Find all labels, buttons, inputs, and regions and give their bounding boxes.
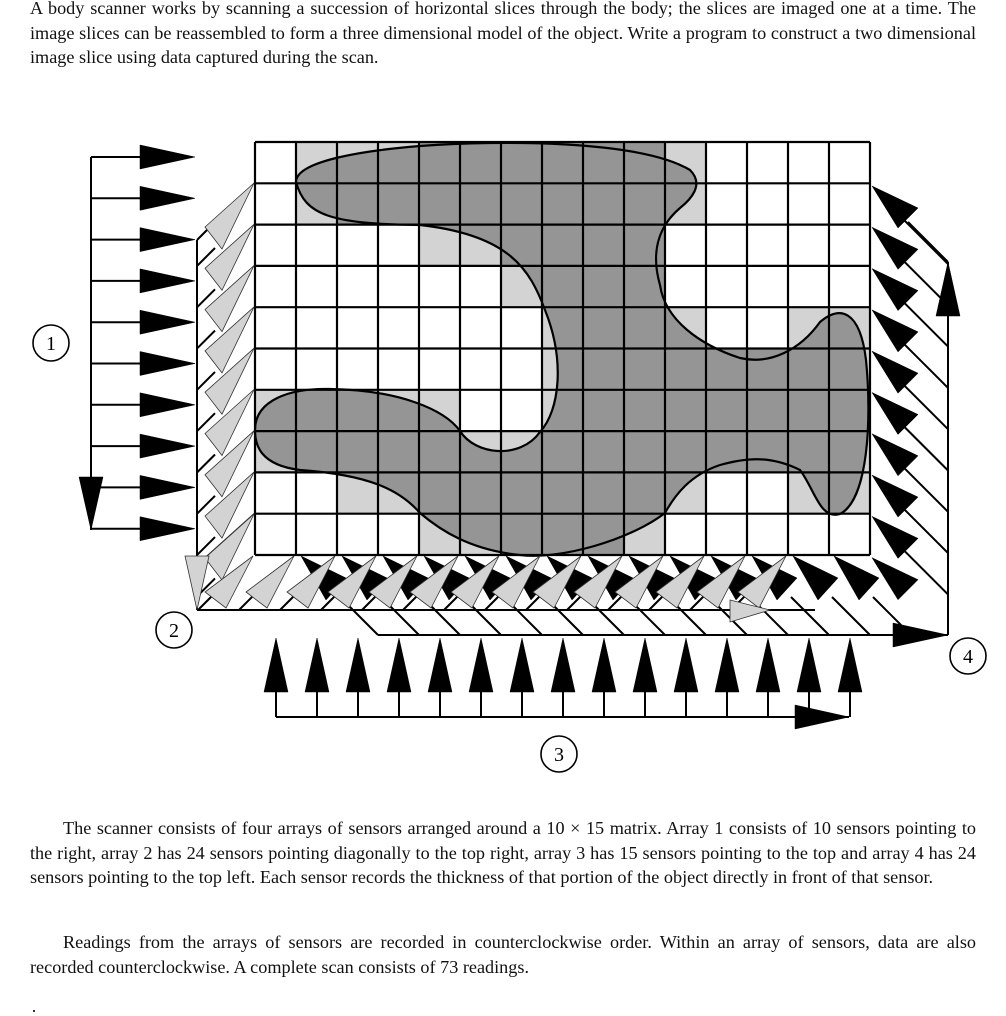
array-1-order-arrow-icon — [79, 477, 103, 530]
matrix-cell — [665, 266, 706, 307]
matrix-cell — [255, 514, 296, 555]
matrix-cell — [337, 225, 378, 266]
intro-paragraph: A body scanner works by scanning a succession of horizontal slices through the body; the slices are imaged one at a time. The image slices can be reassembled to form a three dimensional model of the object. Write a program to construct a two dimensional image slice using data captured during the scan. — [30, 0, 976, 67]
matrix-cell — [460, 390, 501, 431]
matrix-cell — [747, 472, 788, 513]
matrix-cell — [788, 225, 829, 266]
matrix-cell — [747, 225, 788, 266]
sensor-array-1 — [79, 145, 195, 541]
matrix-cell — [296, 514, 337, 555]
sensor-arrow-right-icon — [140, 517, 195, 541]
sensor-arrow-up-icon — [305, 638, 329, 692]
svg-text:3: 3 — [554, 744, 564, 766]
matrix-cell — [378, 349, 419, 390]
matrix-cell — [788, 266, 829, 307]
matrix-cell — [706, 472, 747, 513]
sensor-arrow-up-icon — [838, 638, 862, 692]
matrix-cell — [419, 307, 460, 348]
matrix-cell — [829, 514, 870, 555]
matrix-cell — [501, 390, 542, 431]
matrix-cell — [747, 183, 788, 224]
sensor-arrow-top-left-icon — [872, 310, 918, 352]
matrix-cell — [378, 514, 419, 555]
readings-paragraph: Readings from the arrays of sensors are recorded in counterclockwise order. Within an array of sensors, data are also recorded counterclockwise. A complete scan consists of 73 readings. — [30, 932, 976, 977]
matrix-cell — [255, 349, 296, 390]
sensor-arrow-up-icon — [346, 638, 370, 692]
svg-text:4: 4 — [963, 646, 973, 668]
matrix-cell — [337, 514, 378, 555]
matrix-cell — [665, 225, 706, 266]
sensor-arrow-up-icon — [551, 638, 575, 692]
matrix-cell — [378, 307, 419, 348]
matrix-cell — [706, 307, 747, 348]
sensor-arrow-right-icon — [140, 475, 195, 499]
matrix-cell — [706, 142, 747, 183]
sensor-arrow-up-icon — [633, 638, 657, 692]
sensor-arrow-top-left-icon — [872, 558, 918, 600]
matrix-cell — [255, 225, 296, 266]
sensor-arrow-up-icon — [428, 638, 452, 692]
array-3-label — [541, 736, 577, 772]
svg-text:1: 1 — [46, 333, 56, 355]
sensor-arrow-right-icon — [140, 434, 195, 458]
matrix-cell — [747, 266, 788, 307]
matrix-cell — [419, 266, 460, 307]
sensor-arrow-top-left-icon — [872, 434, 918, 476]
sensor-arrow-up-icon — [715, 638, 739, 692]
array-4-order-arrow-icon — [936, 262, 960, 316]
sensor-arrow-top-left-icon — [834, 556, 879, 600]
sensor-arrow-right-icon — [140, 269, 195, 293]
matrix-cell — [501, 307, 542, 348]
matrix-cell — [665, 514, 706, 555]
sensor-arrow-top-left-icon — [872, 351, 918, 393]
matrix-cell — [296, 225, 337, 266]
matrix-cell — [255, 142, 296, 183]
sensor-arrow-top-left-icon — [872, 269, 918, 311]
sensor-arrow-right-icon — [140, 352, 195, 376]
matrix-cell — [706, 514, 747, 555]
matrix-cell — [378, 266, 419, 307]
matrix-cell — [788, 183, 829, 224]
array-4-order-arrow-icon — [893, 623, 948, 647]
matrix-cell — [706, 183, 747, 224]
matrix-cell — [337, 266, 378, 307]
matrix-cell — [829, 225, 870, 266]
matrix-cell — [829, 183, 870, 224]
matrix-cell — [829, 266, 870, 307]
sensor-arrow-top-left-icon — [793, 556, 838, 600]
matrix-cell — [337, 307, 378, 348]
arrays-description-paragraph: The scanner consists of four arrays of sensors arranged around a 10 × 15 matrix. Array 1 consists of 10 sensors pointing to the right, array 2 has 24 sensors pointing diagonally to the top right, array 3 has 15 sensors pointing to the top and array 4 has 24 sensors pointing to the top left. Each sensor records the thickness of that portion of the object directly in front of that sensor. — [30, 818, 976, 887]
sensor-arrow-top-left-icon — [872, 186, 918, 228]
matrix-cell — [460, 349, 501, 390]
sensor-arrow-right-icon — [140, 393, 195, 417]
matrix-cell — [788, 514, 829, 555]
sensor-arrow-up-icon — [510, 638, 534, 692]
matrix-cell — [296, 307, 337, 348]
sensor-arrow-top-left-icon — [872, 227, 918, 269]
sensor-arrow-up-icon — [756, 638, 780, 692]
matrix-cell — [296, 266, 337, 307]
sensor-arrow-top-left-icon — [872, 516, 918, 558]
sensor-arrow-right-icon — [140, 145, 195, 169]
matrix-cell — [419, 349, 460, 390]
page-mark — [33, 1010, 35, 1012]
matrix-cell — [337, 349, 378, 390]
sensor-arrow-up-icon — [674, 638, 698, 692]
matrix-cell — [829, 142, 870, 183]
array-3-order-arrow-icon — [795, 705, 849, 729]
matrix-cell — [255, 183, 296, 224]
matrix-cell — [706, 225, 747, 266]
sensor-arrow-top-left-icon — [872, 475, 918, 517]
sensor-arrow-top-right-icon — [246, 556, 294, 608]
svg-text:2: 2 — [169, 620, 179, 642]
sensor-arrow-up-icon — [469, 638, 493, 692]
matrix-cell — [378, 225, 419, 266]
matrix-cell — [460, 307, 501, 348]
matrix-cell — [501, 349, 542, 390]
matrix-cell — [747, 142, 788, 183]
sensor-arrow-right-icon — [140, 186, 195, 210]
sensor-arrow-up-icon — [592, 638, 616, 692]
matrix-cell — [747, 514, 788, 555]
sensor-arrow-right-icon — [140, 310, 195, 334]
array-2-order-arrow-icon — [730, 600, 770, 622]
matrix-cell — [460, 266, 501, 307]
sensor-arrow-up-icon — [264, 638, 288, 692]
sensor-array-3 — [264, 638, 862, 729]
sensor-arrow-right-icon — [140, 228, 195, 252]
sensor-arrow-up-icon — [387, 638, 411, 692]
sensor-arrow-up-icon — [797, 638, 821, 692]
matrix-cell — [255, 472, 296, 513]
matrix-cell — [296, 472, 337, 513]
matrix-cell — [747, 307, 788, 348]
matrix-cell — [706, 266, 747, 307]
array-4-label — [950, 638, 986, 674]
matrix-cell — [255, 266, 296, 307]
matrix-cell — [255, 307, 296, 348]
array-2-label — [156, 612, 192, 648]
matrix-cell — [296, 349, 337, 390]
matrix-cell — [788, 142, 829, 183]
sensor-arrow-top-left-icon — [872, 393, 918, 435]
array-1-label — [33, 325, 69, 361]
